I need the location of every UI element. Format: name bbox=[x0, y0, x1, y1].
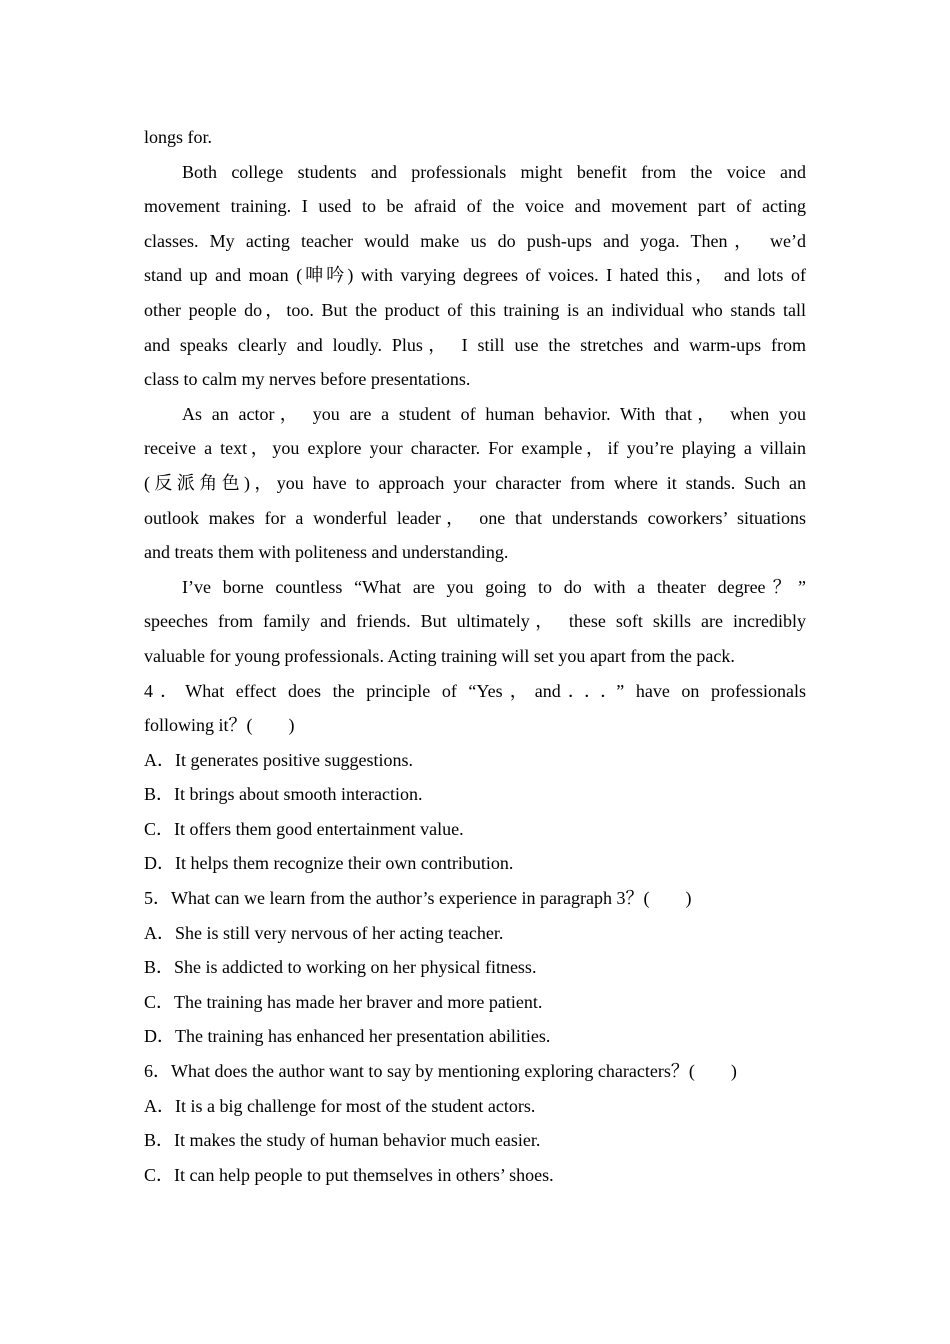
paragraph-line: class to calm my nerves before presentations. bbox=[144, 369, 471, 390]
question-stem: 5．What can we learn from the author’s experience in paragraph 3？( ) bbox=[144, 888, 692, 909]
question-stem: 6．What does the author want to say by mentioning exploring characters？( ) bbox=[144, 1061, 737, 1082]
paragraph-line: receive a text，you explore your character. For example，if you’re playing a villain bbox=[144, 438, 806, 459]
paragraph-line: movement training. I used to be afraid of the voice and movement part of acting bbox=[144, 196, 806, 217]
answer-option: A．It is a big challenge for most of the student actors. bbox=[144, 1095, 536, 1116]
question-stem: following it？( ) bbox=[144, 715, 295, 736]
answer-option: C．The training has made her braver and more patient. bbox=[144, 991, 543, 1012]
paragraph-line: outlook makes for a wonderful leader， one that understands coworkers’ situations bbox=[144, 507, 806, 528]
paragraph-line: Both college students and professionals might benefit from the voice and bbox=[182, 161, 806, 182]
answer-option: B．It makes the study of human behavior much easier. bbox=[144, 1130, 541, 1151]
paragraph-line: speeches from family and friends. But ultimately， these soft skills are incredibly bbox=[144, 611, 806, 632]
answer-option: C．It offers them good entertainment value. bbox=[144, 818, 464, 839]
paragraph-line: and speaks clearly and loudly. Plus， I still use the stretches and warm-ups from bbox=[144, 334, 806, 355]
paragraph-line: and treats them with politeness and understanding. bbox=[144, 542, 509, 563]
paragraph-line: classes. My acting teacher would make us do push-ups and yoga. Then， we’d bbox=[144, 230, 806, 251]
answer-option: A．She is still very nervous of her acting teacher. bbox=[144, 922, 504, 943]
paragraph-line: I’ve borne countless “What are you going to do with a theater degree？” bbox=[182, 576, 806, 597]
answer-option: B．She is addicted to working on her physical fitness. bbox=[144, 957, 537, 978]
answer-option: B．It brings about smooth interaction. bbox=[144, 784, 423, 805]
paragraph-line: stand up and moan (呻吟) with varying degrees of voices. I hated this， and lots of bbox=[144, 265, 806, 286]
answer-option: C．It can help people to put themselves in others’ shoes. bbox=[144, 1164, 554, 1185]
paragraph-line: As an actor， you are a student of human behavior. With that， when you bbox=[182, 403, 806, 424]
paragraph-line: valuable for young professionals. Acting training will set you apart from the pack. bbox=[144, 645, 735, 666]
answer-option: A．It generates positive suggestions. bbox=[144, 749, 413, 770]
paragraph-line: longs for. bbox=[144, 127, 213, 147]
document-page bbox=[144, 120, 806, 1192]
paragraph-line: (反派角色)，you have to approach your character from where it stands. Such an bbox=[144, 472, 806, 493]
answer-option: D．It helps them recognize their own contribution. bbox=[144, 853, 514, 874]
answer-option: D．The training has enhanced her presentation abilities. bbox=[144, 1026, 551, 1047]
paragraph-line: other people do，too. But the product of this training is an individual who stands tall bbox=[144, 299, 806, 320]
question-stem: 4．What effect does the principle of “Yes，and．．．” have on professionals bbox=[144, 680, 806, 701]
